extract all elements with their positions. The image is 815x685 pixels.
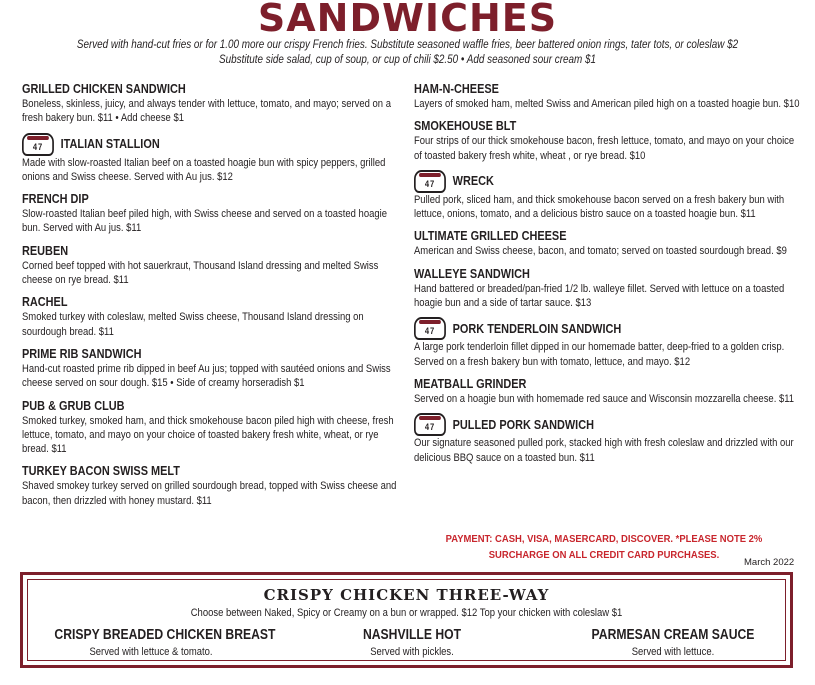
menu-item — [414, 266, 804, 311]
item-name: PUB & GRUB CLUB — [22, 397, 125, 413]
menu-item — [22, 191, 402, 236]
item-description: Boneless, skinless, juicy, and always tender with lettuce, tomato, and mayo; served on a fresh bakery bun. $11 • Add cheese $1 — [22, 98, 391, 125]
item-description: A large pork tenderloin fillet dipped in our homemade batter, deep-fried to a golden crisp. Served on a fresh bakery bun with tomato, lettuce, and mayo. $12 — [414, 341, 785, 368]
payment-line-1: PAYMENT: CASH, VISA, MASERCARD, DISCOVER. *PLEASE NOTE 2% — [445, 533, 763, 545]
option-description: Served with lettuce. — [631, 646, 715, 658]
item-description: Hand-cut roasted prime rib dipped in beef Au jus; topped with sautéed onions and Swiss cheese served on sour dough. $15 • Side of creamy horseradish $1 — [22, 362, 391, 390]
menu-item — [414, 228, 804, 258]
page-title: SANDWICHES — [257, 0, 558, 40]
item-name: WALLEYE SANDWICH — [414, 265, 530, 281]
item-name-row — [22, 133, 341, 156]
item-name: SMOKEHOUSE BLT — [414, 118, 517, 134]
item-name-row — [414, 413, 742, 436]
item-description: Layers of smoked ham, melted Swiss and American piled high on a toasted hoagie bun. $10 — [414, 98, 800, 110]
three-way-inner-border — [27, 579, 786, 661]
item-name: ITALIAN STALLION — [60, 136, 160, 152]
item-name: REUBEN — [22, 242, 69, 258]
menu-item — [22, 243, 402, 288]
menu-item — [414, 170, 804, 222]
item-name: GRILLED CHICKEN SANDWICH — [22, 81, 186, 96]
item-name: WRECK — [452, 173, 494, 189]
item-description: Pulled pork, sliced ham, and thick smokehouse bacon served on a fresh bakery bun with lettuce, onions, tomato, and a delicious bistro sauce on a toasted hoagie bun. $11 — [414, 193, 785, 221]
menu-date: March 2022 — [744, 557, 795, 568]
item-name: MEATBALL GRINDER — [414, 375, 527, 391]
menu-item — [414, 413, 804, 465]
item-name: PULLED PORK SANDWICH — [452, 416, 594, 432]
subtitle-line-1: Served with hand-cut fries or for 1.00 more our crispy French fries. Substitute seasoned waffle fries, beer battered onion rings, tater tots, or coleslaw $2 — [76, 39, 739, 51]
route-47-badge-icon: 47 — [414, 170, 446, 193]
item-description: Smoked turkey with coleslaw, melted Swiss cheese, Thousand Island dressing on sourdough bread. $11 — [22, 311, 364, 338]
option-name: PARMESAN CREAM SAUCE — [591, 627, 755, 643]
payment-notice — [442, 531, 766, 563]
three-way-option — [568, 627, 778, 658]
item-description: Shaved smokey turkey served on grilled sourdough bread, topped with Swiss cheese and bacon, then drizzled with honey mustard. $11 — [22, 480, 397, 507]
item-description: Our signature seasoned pulled pork, stacked high with fresh coleslaw and drizzled with our delicious BBQ sauce on a toasted bun. $11 — [414, 437, 794, 464]
item-description: American and Swiss cheese, bacon, and tomato; served on toasted sourdough bread. $9 — [414, 245, 787, 258]
three-way-title: CRISPY CHICKEN THREE-WAY — [263, 586, 550, 604]
menu-item — [22, 463, 402, 508]
left-column — [22, 81, 402, 515]
option-name: NASHVILLE HOT — [362, 627, 462, 643]
three-way-option — [36, 627, 276, 658]
menu-item — [22, 346, 402, 391]
route-47-badge-icon: 47 — [414, 413, 446, 436]
menu-item — [22, 294, 402, 339]
option-description: Served with pickles. — [370, 646, 454, 658]
item-description: Smoked turkey, smoked ham, and thick smokehouse bacon piled high with cheese, fresh lettuce, tomato, and mayo on your choice of toasted bakery fresh white, wheat, or rye bread. $11 — [22, 414, 394, 456]
route-47-badge-icon: 47 — [22, 133, 54, 156]
subtitle-line-2: Substitute side salad, cup of soup, or cup of chili $2.50 • Add seasoned sour cream $1 — [219, 54, 596, 66]
three-way-description: Choose between Naked, Spicy or Creamy on a bun or wrapped. $12 Top your chicken with coleslaw $1 — [190, 607, 623, 619]
menu-item — [22, 81, 402, 126]
item-description: Made with slow-roasted Italian beef on a toasted hoagie bun with spicy peppers, grilled onions and Swiss cheese. Served with Au jus. $12 — [22, 156, 386, 183]
menu-item — [22, 133, 402, 185]
three-way-box — [20, 572, 793, 668]
item-name: PORK TENDERLOIN SANDWICH — [452, 320, 622, 336]
menu-item — [414, 376, 804, 406]
menu-item — [22, 398, 402, 457]
item-description: Served on a hoagie bun with homemade red sauce and Wisconsin mozzarella cheese. $11 — [414, 392, 795, 405]
item-name: ULTIMATE GRILLED CHEESE — [414, 228, 567, 244]
item-name: FRENCH DIP — [22, 191, 89, 207]
menu-item — [414, 317, 804, 369]
item-name-row — [414, 170, 742, 193]
item-description: Hand battered or breaded/pan-fried 1/2 lb. walleye fillet. Served with lettuce on a toasted hoagie bun and a side of tartar sauce. $13 — [414, 282, 785, 310]
menu-item — [414, 81, 804, 111]
item-description: Corned beef topped with hot sauerkraut, Thousand Island dressing and melted Swiss cheese on rye bread. $11 — [22, 259, 379, 287]
option-description: Served with lettuce & tomato. — [89, 646, 213, 658]
right-column — [414, 81, 804, 472]
item-name: PRIME RIB SANDWICH — [22, 345, 142, 361]
subtitle — [74, 38, 741, 68]
item-name: RACHEL — [22, 294, 68, 310]
item-description: Slow-roasted Italian beef piled high, with Swiss cheese and served on a toasted hoagie bun. Served with Au jus. $11 — [22, 208, 387, 235]
item-name: HAM-N-CHEESE — [414, 81, 499, 96]
menu-item — [414, 118, 804, 163]
option-name: CRISPY BREADED CHICKEN BREAST — [54, 627, 276, 643]
three-way-option — [324, 627, 500, 658]
item-name-row — [414, 317, 742, 340]
item-description: Four strips of our thick smokehouse bacon, fresh lettuce, tomato, and mayo on your choice of toasted bakery fresh white, wheat , or rye bread. $10 — [414, 135, 795, 162]
route-47-badge-icon: 47 — [414, 317, 446, 340]
item-name: TURKEY BACON SWISS MELT — [22, 463, 180, 479]
payment-line-2: SURCHARGE ON ALL CREDIT CARD PURCHASES. — [488, 549, 720, 561]
